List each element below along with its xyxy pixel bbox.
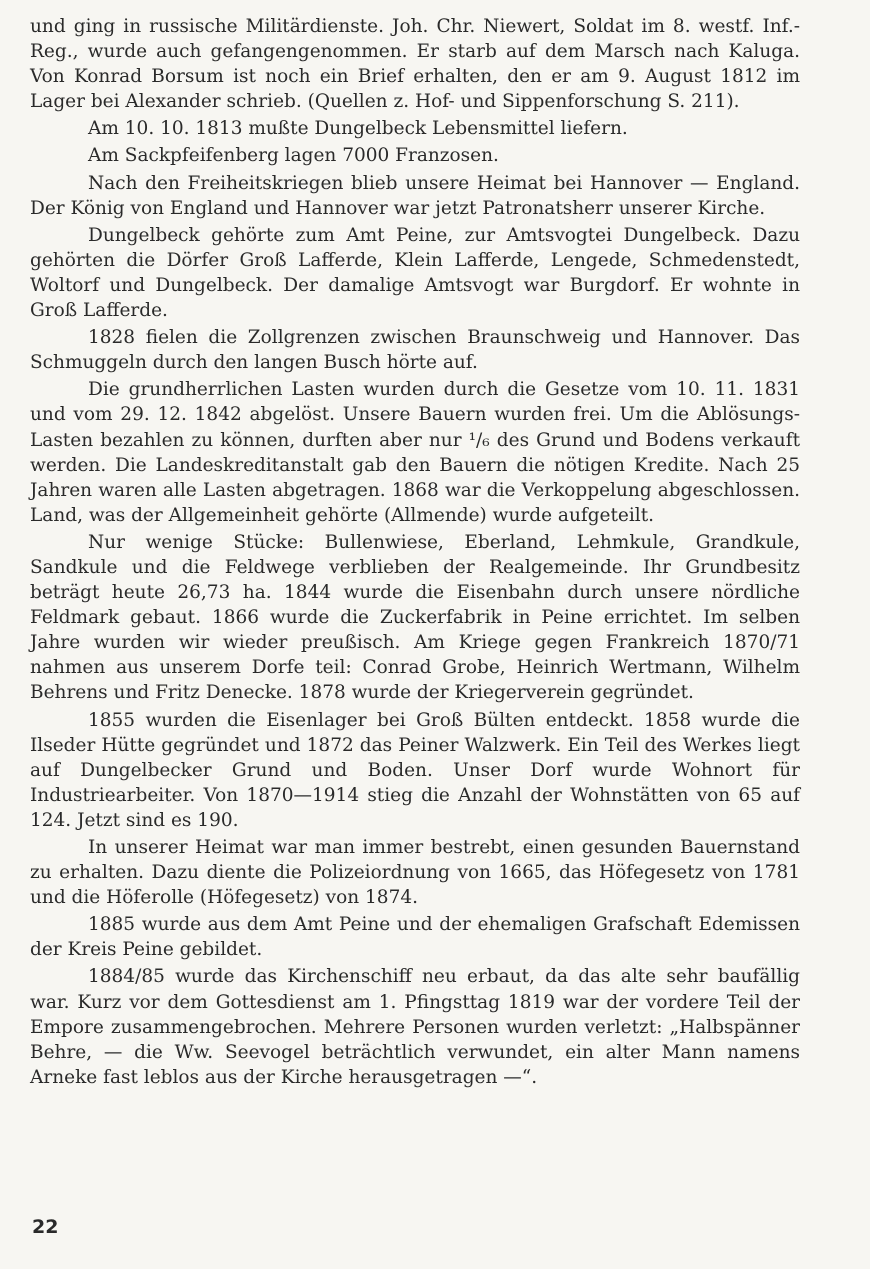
page-body: [30, 14, 800, 1092]
paragraph: Die grundherrlichen Lasten wurden durch die Gesetze vom 10. 11. 1831 und vom 29. 12. 1842 abgelöst. Unsere Bauern wurden frei. Um die Ablösungs-Lasten bezahlen zu können, durften aber nur ¹/₆ des Grund und Bodens verkauft werden. Die Landeskreditanstalt gab den Bauern die nötigen Kredite. Nach 25 Jahren waren alle Lasten abgetragen. 1868 war die Verkoppelung abgeschlossen. Land, was der Allgemeinheit gehörte (Allmende) wurde aufgeteilt.: [30, 379, 800, 526]
paragraph: 1885 wurde aus dem Amt Peine und der ehemaligen Grafschaft Edemissen der Kreis Peine gebildet.: [30, 914, 800, 961]
paragraph-continuation: und ging in russische Militärdienste. Joh. Chr. Niewert, Soldat im 8. westf. Inf.-Reg., wurde auch gefangengenommen. Er starb auf dem Marsch nach Kaluga. Von Konrad Borsum ist noch ein Brief erhalten, den er am 9. August 1812 im Lager bei Alexander schrieb. (Quellen z. Hof- und Sippenforschung S. 211).: [30, 16, 800, 113]
paragraph: Am 10. 10. 1813 mußte Dungelbeck Lebensmittel liefern.: [88, 118, 628, 140]
page-number: 22: [32, 1216, 59, 1238]
paragraph: 1828 fielen die Zollgrenzen zwischen Braunschweig und Hannover. Das Schmuggeln durch den langen Busch hörte auf.: [30, 327, 800, 374]
paragraph: Nach den Freiheitskriegen blieb unsere Heimat bei Hannover — England. Der König von England und Hannover war jetzt Patronatsherr unserer Kirche.: [30, 172, 800, 219]
paragraph: Nur wenige Stücke: Bullenwiese, Eberland, Lehmkule, Grandkule, Sandkule und die Feldwege verblieben der Realgemeinde. Ihr Grundbesitz beträgt heute 26,73 ha. 1844 wurde die Eisenbahn durch unsere nördliche Feldmark gebaut. 1866 wurde die Zuckerfabrik in Peine errichtet. Im selben Jahre wurden wir wieder preußisch. Am Kriege gegen Frankreich 1870/71 nahmen aus unserem Dorfe teil: Conrad Grobe, Heinrich Wertmann, Wilhelm Behrens und Fritz Denecke. 1878 wurde der Kriegerverein gegründet.: [30, 531, 800, 704]
paragraph: 1884/85 wurde das Kirchenschiff neu erbaut, da das alte sehr baufällig war. Kurz vor dem Gottesdienst am 1. Pfingsttag 1819 war der vordere Teil der Empore zusammengebrochen. Mehrere Personen wurden verletzt: „Halbspänner Behre, — die Ww. Seevogel beträchtlich verwundet, ein alter Mann namens Arneke fast leblos aus der Kirche herausgetragen —“.: [30, 966, 800, 1088]
paragraph: 1855 wurden die Eisenlager bei Groß Bülten entdeckt. 1858 wurde die Ilseder Hütte gegründet und 1872 das Peiner Walzwerk. Ein Teil des Werkes liegt auf Dungelbecker Grund und Boden. Unser Dorf wurde Wohnort für Industriearbeiter. Von 1870—1914 stieg die Anzahl der Wohnstätten von 65 auf 124. Jetzt sind es 190.: [30, 709, 800, 831]
paragraph: Am Sackpfeifenberg lagen 7000 Franzosen.: [88, 145, 499, 167]
paragraph: In unserer Heimat war man immer bestrebt, einen gesunden Bauernstand zu erhalten. Dazu diente die Polizeiordnung von 1665, das Höfegesetz von 1781 und die Höferolle (Höfegesetz) von 1874.: [30, 837, 800, 909]
paragraph: Dungelbeck gehörte zum Amt Peine, zur Amtsvogtei Dungelbeck. Dazu gehörten die Dörfer Groß Lafferde, Klein Lafferde, Lengede, Schmedenstedt, Woltorf und Dungelbeck. Der damalige Amtsvogt war Burgdorf. Er wohnte in Groß Lafferde.: [30, 224, 800, 322]
